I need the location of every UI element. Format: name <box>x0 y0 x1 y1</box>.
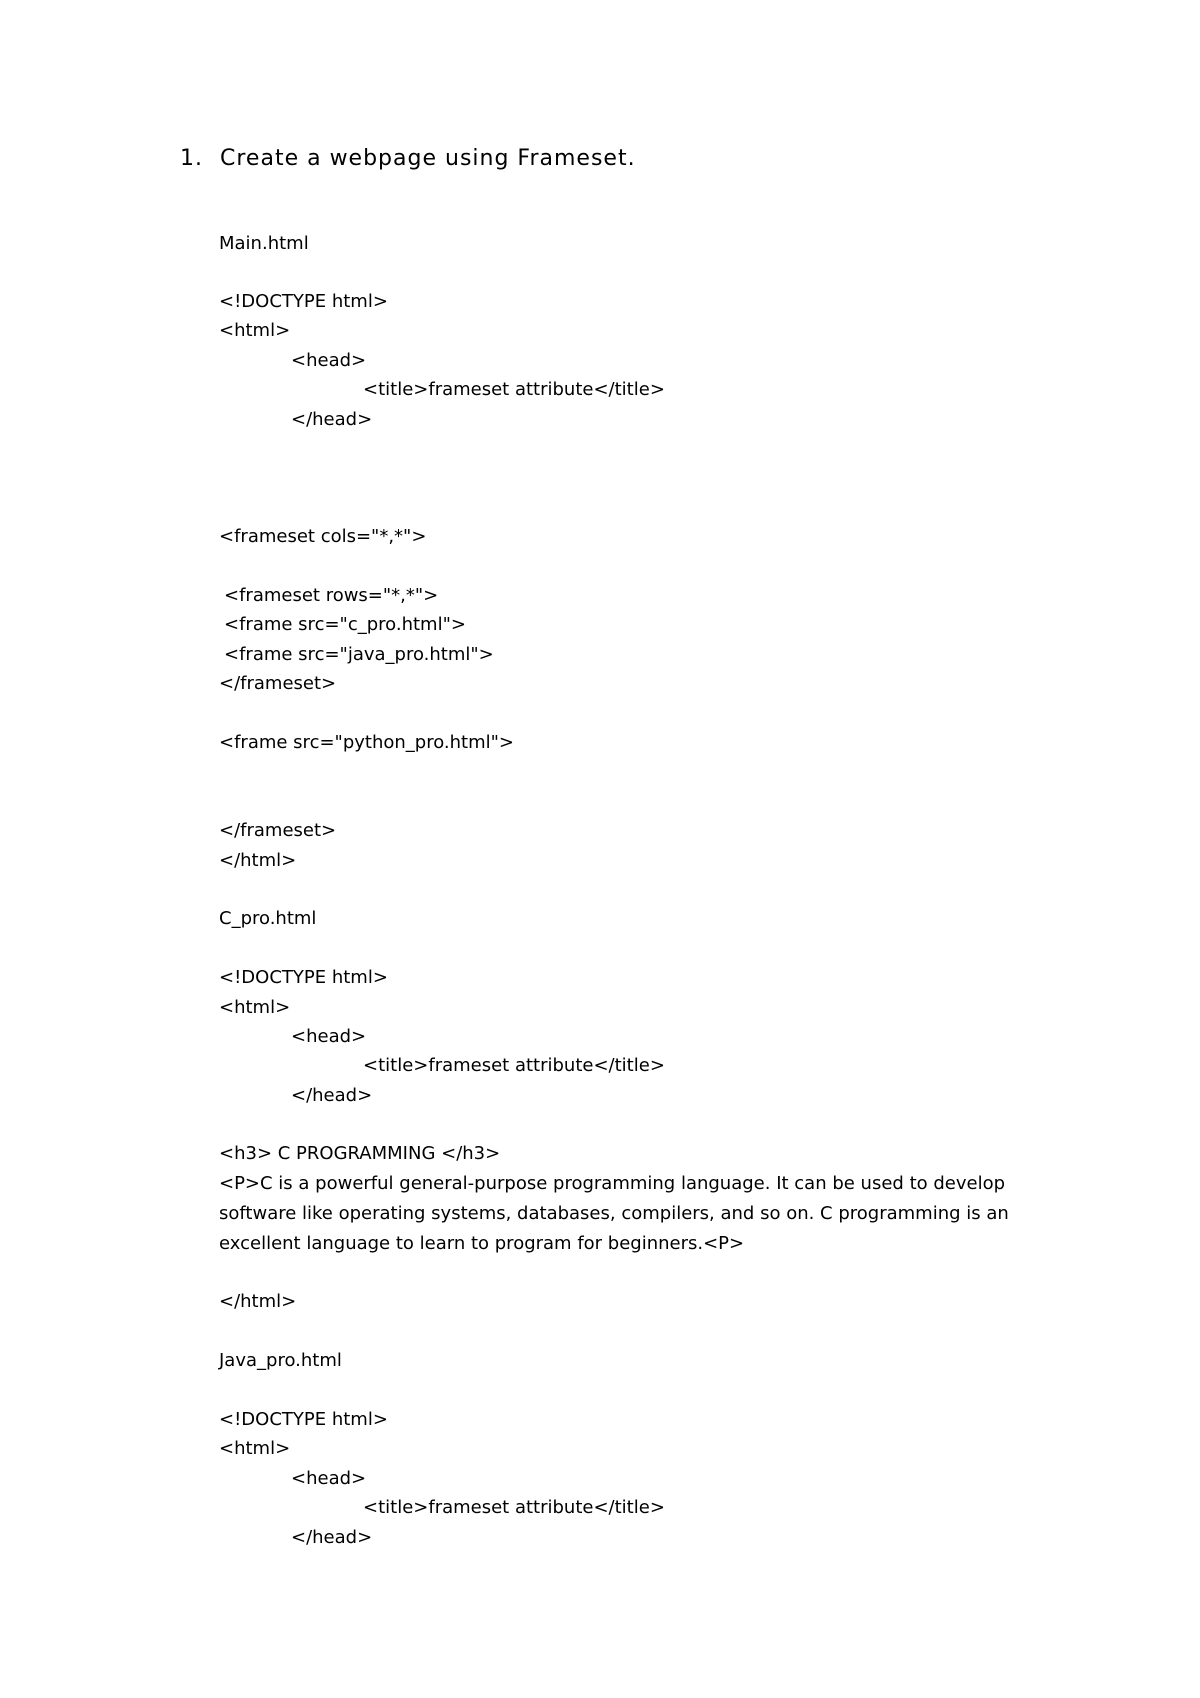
java-pro-code-line: <title>frameset attribute</title> <box>363 1497 665 1518</box>
c-pro-code-line: <head> <box>291 1026 367 1047</box>
c-pro-code-line: <h3> C PROGRAMMING </h3> <box>219 1143 501 1164</box>
java-pro-code-line: </head> <box>291 1527 373 1548</box>
question-number: 1. <box>180 146 203 171</box>
main-code-line: <frameset rows="*,*"> <box>224 585 439 606</box>
main-code-line: </frameset> <box>219 820 337 841</box>
java-pro-code-line: <!DOCTYPE html> <box>219 1409 388 1430</box>
java-pro-code-line: <head> <box>291 1468 367 1489</box>
question-text: Create a webpage using Frameset. <box>220 146 636 171</box>
main-code-line: <frameset cols="*,*"> <box>219 526 427 547</box>
c-pro-filename: C_pro.html <box>219 908 317 929</box>
main-code-line: </html> <box>219 850 297 871</box>
main-code-line: <frame src="c_pro.html"> <box>224 614 466 635</box>
c-pro-code-line: <title>frameset attribute</title> <box>363 1055 665 1076</box>
main-code-line: <frame src="java_pro.html"> <box>224 644 494 665</box>
c-pro-code-line: </head> <box>291 1085 373 1106</box>
c-pro-paragraph: <P>C is a powerful general-purpose programming language. It can be used to develop software like operating systems, databases, compilers, and so on. C programming is an excellent language to learn to program for beginners.<P> <box>219 1173 1009 1254</box>
main-code-line: </head> <box>291 409 373 430</box>
main-code-line: <title>frameset attribute</title> <box>363 379 665 400</box>
java-pro-filename: Java_pro.html <box>219 1350 342 1371</box>
question-heading <box>180 145 636 173</box>
main-code-line: <!DOCTYPE html> <box>219 291 388 312</box>
c-pro-closing-line: </html> <box>219 1291 297 1312</box>
main-code-line: <html> <box>219 320 291 341</box>
c-pro-code-line: <!DOCTYPE html> <box>219 967 388 988</box>
main-filename: Main.html <box>219 233 309 254</box>
main-code-line: <frame src="python_pro.html"> <box>219 732 514 753</box>
main-code-line: </frameset> <box>219 673 337 694</box>
c-pro-code-line: <html> <box>219 997 291 1018</box>
java-pro-code-line: <html> <box>219 1438 291 1459</box>
main-code-line: <head> <box>291 350 367 371</box>
